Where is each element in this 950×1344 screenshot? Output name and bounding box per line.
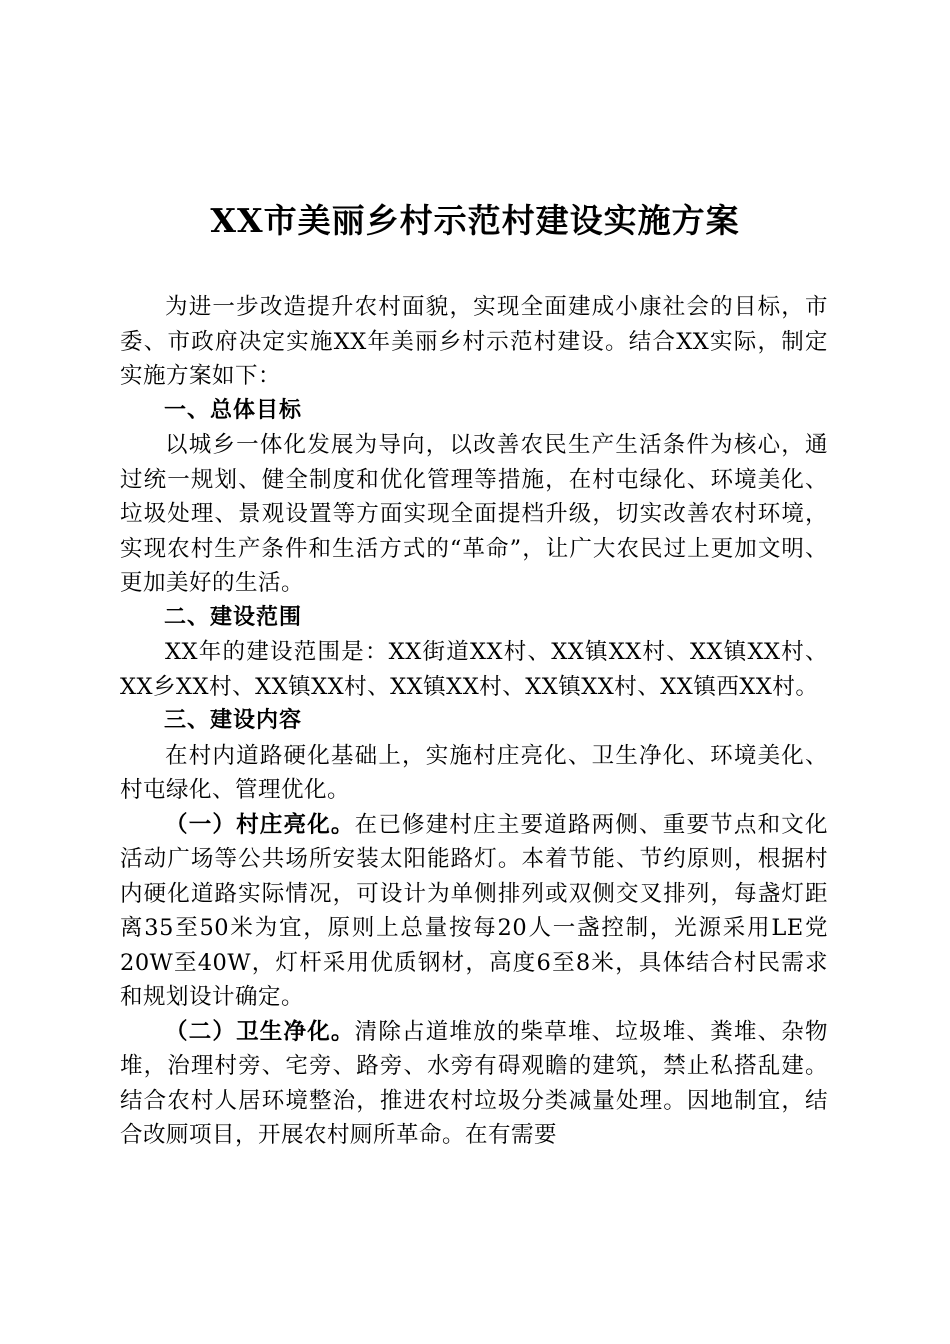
item-paragraph-lighting <box>120 808 828 1015</box>
item-lead-sanitation: （二）卫生净化。 <box>165 1018 355 1045</box>
section-text-goals: 以城乡一体化发展为导向，以改善农民生产生活条件为核心，通过统一规划、健全制度和优化管理等措施，在村屯绿化、环境美化、垃圾处理、景观设置等方面实现全面提档升级，切实改善农村环境，实现农村生产条件和生活方式的“革命”，让广大农民过上更加文明、更加美好的生活。 <box>120 432 828 596</box>
document-body <box>120 290 828 1153</box>
section-heading-goals: 一、总体目标 <box>164 397 303 423</box>
item-text-sanitation: 清除占道堆放的柴草堆、垃圾堆、粪堆、杂物堆，治理村旁、宅旁、路旁、水旁有碍观瞻的建筑，禁止私搭乱建。结合农村人居环境整治，推进农村垃圾分类减量处理。因地制宜，结合改厕项目，开展农村厕所革命。在有需要 <box>120 1018 828 1148</box>
document-title: XX市美丽乡村示范村建设实施方案 <box>210 201 740 240</box>
item-paragraph-sanitation <box>120 1015 828 1153</box>
section-heading-scope: 二、建设范围 <box>164 604 303 630</box>
section-text-scope: XX年的建设范围是：XX街道XX村、XX镇XX村、XX镇XX村、XX乡XX村、XX镇XX村、XX镇XX村、XX镇XX村、XX镇西XX村。 <box>120 639 828 700</box>
item-lead-lighting: （一）村庄亮化。 <box>165 811 355 838</box>
item-text-lighting: 在已修建村庄主要道路两侧、重要节点和文化活动广场等公共场所安装太阳能路灯。本着节能、节约原则，根据村内硬化道路实际情况，可设计为单侧排列或双侧交叉排列，每盏灯距离35至50米为宜，原则上总量按每20人一盏控制，光源采用LE党20W至40W，灯杆采用优质钢材，高度6至8米，具体结合村民需求和规划设计确定。 <box>120 811 828 1010</box>
section-heading-content: 三、建设内容 <box>164 708 303 733</box>
section-text-content: 在村内道路硬化基础上，实施村庄亮化、卫生净化、环境美化、村屯绿化、管理优化。 <box>120 742 828 803</box>
intro-paragraph: 为进一步改造提升农村面貌，实现全面建成小康社会的目标，市委、市政府决定实施XX年美丽乡村示范村建设。结合XX实际，制定实施方案如下： <box>120 294 828 389</box>
